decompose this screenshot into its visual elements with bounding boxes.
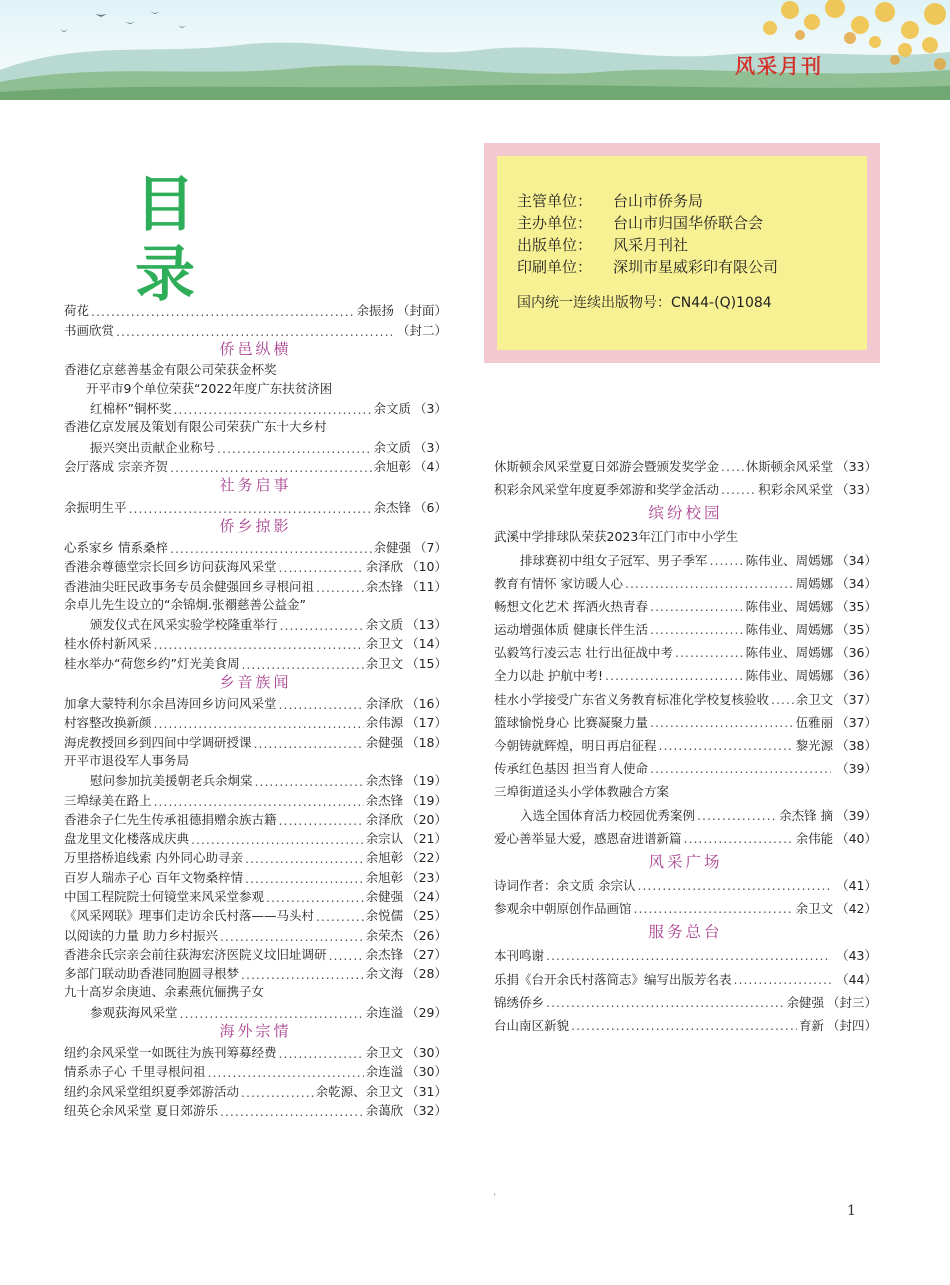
toc-entry[interactable]: 桂水举办“荷您乡约”灯光美食周 ..... 余卫文 （15） bbox=[64, 652, 447, 671]
toc-left-column bbox=[64, 300, 447, 1119]
section-heading: 侨乡掠影 bbox=[219, 516, 292, 535]
toc-entry[interactable]: 振兴突出贡献企业称号 ..... 余文质 （3） bbox=[64, 437, 447, 456]
toc-entry[interactable]: 诗词作者：余文质 余宗认 ..... （41） bbox=[494, 874, 877, 897]
toc-entry[interactable]: 颁发仪式在风采实验学校隆重举行 ..... 余文质 （13） bbox=[64, 614, 447, 633]
toc-entry[interactable]: 香港余氏宗亲会前往荻海宏济医院义坟旧址调研 ..... 余杰锋 （27） bbox=[64, 944, 447, 963]
section-heading: 服务总台 bbox=[648, 923, 723, 942]
page-number: 1 bbox=[847, 1203, 856, 1219]
toc-entry[interactable]: 休斯顿余风采堂夏日郊游会暨颁发奖学金 ..... 休斯顿余风采堂 （33） bbox=[494, 455, 877, 478]
toc-entry[interactable]: 心系家乡 情系桑梓 ..... 余健强 （7） bbox=[64, 537, 447, 556]
toc-entry[interactable]: 盘龙里文化楼落成庆典 ..... 余宗认 （21） bbox=[64, 828, 447, 847]
section-heading: 乡音族闻 bbox=[219, 672, 292, 691]
toc-entry[interactable]: 纽约余风采堂一如既往为族刊筹募经费 ..... 余卫文 （30） bbox=[64, 1042, 447, 1061]
toc-entry[interactable]: 会厅落成 宗亲齐贺 ..... 余旭彰 （4） bbox=[64, 456, 447, 475]
toc-entry-line[interactable]: 开平市退役军人事务局 bbox=[64, 752, 190, 768]
magazine-name: 风采月刊 bbox=[735, 54, 823, 78]
toc-entry-line[interactable]: 武溪中学排球队荣获2023年江门市中小学生 bbox=[494, 529, 739, 545]
toc-entry[interactable]: 香港油尖旺民政事务专员余健强回乡寻根问祖 ..... 余杰锋 （11） bbox=[64, 575, 447, 594]
toc-entry[interactable]: 余振明生平 ..... 余杰锋 （6） bbox=[64, 496, 447, 515]
section-heading: 侨邑纵横 bbox=[219, 339, 292, 358]
toc-entry-line[interactable]: 香港亿京发展及策划有限公司荣获广东十大乡村 bbox=[64, 419, 327, 435]
toc-entry[interactable]: 篮球愉悦身心 比赛凝聚力量 ..... 伍雅丽 （37） bbox=[494, 711, 877, 734]
toc-entry[interactable]: 《风采网联》理事们走访余氏村落——马头村 ..... 余悦儒 （25） bbox=[64, 905, 447, 924]
toc-entry[interactable]: 香港亿京慈善基金有限公司荣获金杯奖 bbox=[64, 361, 277, 377]
publication-info-box bbox=[484, 143, 880, 363]
toc-entry[interactable]: 锦绣侨乡 ..... 余健强 （封三） bbox=[494, 991, 877, 1014]
toc-entry[interactable]: 乐捐《台开余氏村落简志》编写出版芳名表 ..... （44） bbox=[494, 968, 877, 991]
toc-entry[interactable]: 排球赛初中组女子冠军、男子季军 ..... 陈伟业、周嫣娜 （34） bbox=[494, 549, 877, 572]
toc-right-column bbox=[494, 455, 877, 1037]
stray-dot: · bbox=[493, 1190, 497, 1201]
pub-row: 出版单位： 风采月刊社 bbox=[517, 236, 689, 254]
pub-row: 主管单位： 台山市侨务局 bbox=[517, 192, 704, 210]
page-title: 目录 bbox=[135, 170, 265, 310]
toc-entry[interactable]: 三埠绿美在路上 ..... 余杰锋 （19） bbox=[64, 789, 447, 808]
toc-entry[interactable]: 纽约余风采堂组织夏季郊游活动 ..... 余乾源、余卫文 （31） bbox=[64, 1080, 447, 1099]
toc-entry[interactable]: 爱心善举显大爱，感恩奋进谱新篇 ..... 余伟能 （40） bbox=[494, 827, 877, 850]
toc-entry[interactable]: 慰问参加抗美援朝老兵余炯棠 ..... 余杰锋 （19） bbox=[64, 770, 447, 789]
toc-entry[interactable]: 参观荻海风采堂 ..... 余连溢 （29） bbox=[64, 1002, 447, 1021]
header-banner bbox=[0, 0, 950, 100]
section-heading: 海外宗情 bbox=[219, 1021, 292, 1040]
toc-entry[interactable]: 海虎教授回乡到四间中学调研授课 ..... 余健强 （18） bbox=[64, 731, 447, 750]
toc-entry[interactable]: 香港余子仁先生传承祖德捐赠余族古籍 ..... 余泽欣 （20） bbox=[64, 809, 447, 828]
toc-entry[interactable]: 积彩余风采堂年度夏季郊游和奖学金活动 ..... 积彩余风采堂 （33） bbox=[494, 478, 877, 501]
toc-entry[interactable]: 多部门联动助香港同胞圆寻根梦 ..... 余文海 （28） bbox=[64, 963, 447, 982]
toc-entry[interactable]: 桂水侨村新风采 ..... 余卫文 （14） bbox=[64, 633, 447, 652]
toc-entry[interactable]: 弘毅笃行凌云志 壮行出征战中考 ..... 陈伟业、周嫣娜 （36） bbox=[494, 641, 877, 664]
toc-entry[interactable]: 中国工程院院士何镜堂来风采堂参观 ..... 余健强 （24） bbox=[64, 886, 447, 905]
toc-entry-line[interactable]: 三埠街道迳头小学体教融合方案 bbox=[494, 784, 670, 800]
toc-entry[interactable]: 荷花 ..... 余振扬 （封面） bbox=[64, 300, 447, 319]
section-heading: 风采广场 bbox=[648, 853, 723, 871]
pub-row: 主办单位： 台山市归国华侨联合会 bbox=[517, 214, 764, 232]
toc-entry[interactable]: 桂水小学接受广东省义务教育标准化学校复核验收 ..... 余卫文 （37） bbox=[494, 688, 877, 711]
toc-entry[interactable]: 台山南区新貌 ..... 育新 （封四） bbox=[494, 1014, 877, 1037]
issn-number: 国内统一连续出版物号：CN44-(Q)1084 bbox=[517, 295, 772, 311]
toc-entry[interactable]: 纽英仑余风采堂 夏日郊游乐 ..... 余蔼欣 （32） bbox=[64, 1100, 447, 1119]
toc-entry[interactable]: 入选全国体育活力校园优秀案例 ..... 余杰锋 摘 （39） bbox=[494, 804, 877, 827]
toc-entry-line[interactable]: 开平市9个单位荣获“2022年度广东扶贫济困 bbox=[86, 380, 333, 396]
toc-entry[interactable]: 村容整改换新颜 ..... 余伟源 （17） bbox=[64, 712, 447, 731]
section-heading: 社务启事 bbox=[219, 476, 292, 495]
toc-entry[interactable]: 香港余尊德堂宗长回乡访问荻海风采堂 ..... 余泽欣 （10） bbox=[64, 556, 447, 575]
toc-entry[interactable]: 书画欣赏 ..... （封二） bbox=[64, 319, 447, 338]
toc-entry[interactable]: 全力以赴 护航中考! ..... 陈伟业、周嫣娜 （36） bbox=[494, 665, 877, 688]
toc-entry[interactable]: 情系赤子心 千里寻根问祖 ..... 余连溢 （30） bbox=[64, 1061, 447, 1080]
pub-row: 印刷单位： 深圳市星威彩印有限公司 bbox=[517, 258, 779, 276]
toc-entry[interactable]: 万里搭桥追线索 内外同心助寻亲 ..... 余旭彰 （22） bbox=[64, 847, 447, 866]
toc-entry[interactable]: 以阅读的力量 助力乡村振兴 ..... 余荣杰 （26） bbox=[64, 924, 447, 943]
toc-entry[interactable]: 本刊鸣谢 ..... （43） bbox=[494, 944, 877, 967]
toc-entry[interactable]: 传承红色基因 担当育人使命 ..... （39） bbox=[494, 757, 877, 780]
toc-entry[interactable]: 今朝铸就辉煌，明日再启征程 ..... 黎光源 （38） bbox=[494, 734, 877, 757]
toc-entry[interactable]: 加拿大蒙特利尔余昌涛回乡访问风采堂 ..... 余泽欣 （16） bbox=[64, 693, 447, 712]
toc-entry[interactable]: 运动增强体质 健康长伴生活 ..... 陈伟业、周嫣娜 （35） bbox=[494, 618, 877, 641]
toc-entry[interactable]: 参观余中朝原创作品画馆 ..... 余卫文 （42） bbox=[494, 897, 877, 920]
toc-entry-line[interactable]: 余卓儿先生设立的“余锦炯.张禤慈善公益金” bbox=[64, 596, 306, 612]
toc-entry[interactable]: 教育有情怀 家访暖人心 ..... 周嫣娜 （34） bbox=[494, 572, 877, 595]
toc-entry[interactable]: 畅想文化艺术 挥洒火热青春 ..... 陈伟业、周嫣娜 （35） bbox=[494, 595, 877, 618]
toc-entry[interactable]: 百岁人瑞赤子心 百年文物桑梓情 ..... 余旭彰 （23） bbox=[64, 866, 447, 885]
toc-entry[interactable]: 红棉杯”铜杯奖 ..... 余文质 （3） bbox=[64, 398, 447, 417]
section-heading: 缤纷校园 bbox=[648, 504, 723, 523]
toc-entry-line[interactable]: 九十高岁余庚迪、余素燕伉俪携子女 bbox=[64, 984, 265, 1000]
